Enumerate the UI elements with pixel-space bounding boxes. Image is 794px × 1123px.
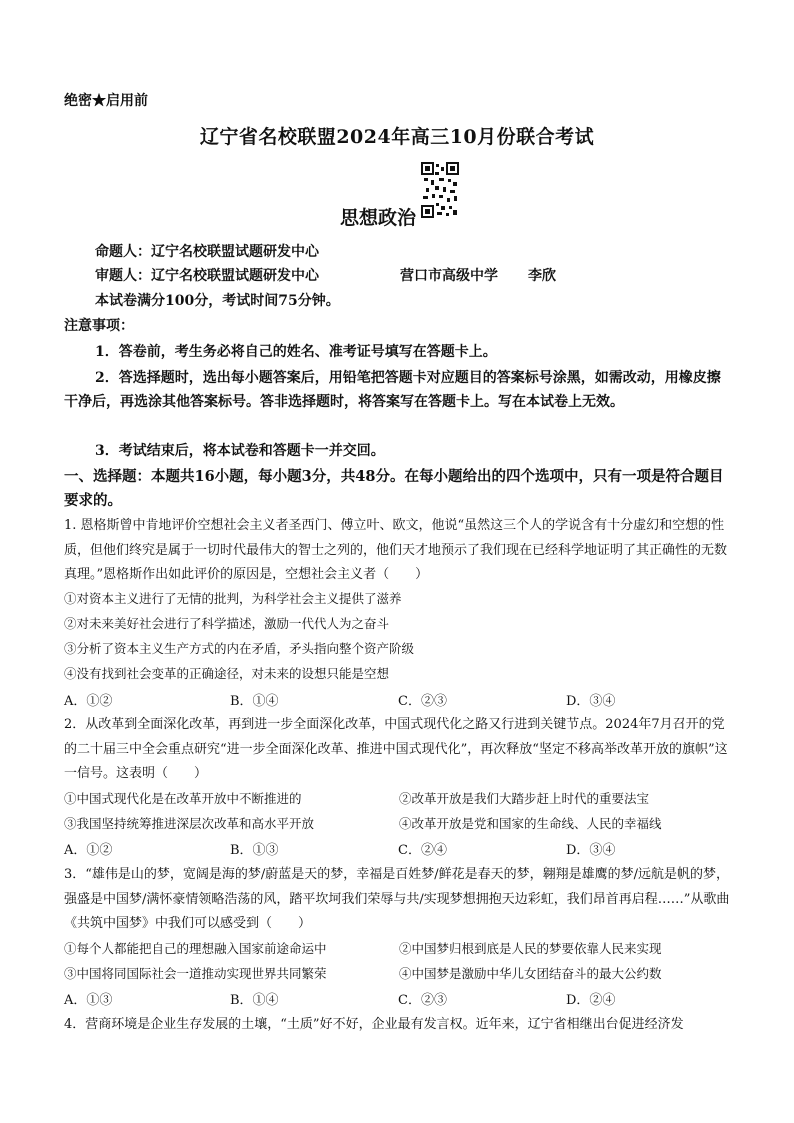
- choice-b: B．①④: [230, 993, 279, 1008]
- question-3-option-3: ③中国将同国际社会一道推动实现世界共同繁荣: [64, 966, 327, 981]
- question-2-option-4: ④改革开放是党和国家的生命线、人民的幸福线: [399, 816, 662, 831]
- question-1-option-1: ①对资本主义进行了无情的批判，为科学社会主义提供了滋养: [64, 591, 402, 606]
- question-3-stem: 3．“雄伟是山的梦，宽阔是海的梦/蔚蓝是天的梦，幸福是百姓梦/鲜花是春天的梦，翱翔是雄鹰的梦/远航是帆的梦，强盛是中国梦/满怀豪情领略浩荡的风，踏平坎坷我们荣辱与共/实现梦想拥抱天边彩虹，我们昂首再启程……”从歌曲《共筑中国梦》中我们可以感受到（ ）: [64, 867, 730, 931]
- notice-item-3: 3．考试结束后，将本试卷和答题卡一并交回。: [95, 443, 385, 459]
- choice-c: C．②③: [398, 993, 447, 1008]
- notice-item-2: 2．答选择题时，选出每小题答案后，用铅笔把答题卡对应题目的答案标号涂黑，如需改动，用橡皮擦干净后，再选涂其他答案标号。答非选择题时，将答案写在答题卡上。写在本试卷上无效。: [64, 370, 721, 410]
- choice-a: A．①②: [64, 694, 113, 709]
- exam-info: 本试卷满分100分，考试时间75分钟。: [95, 293, 340, 309]
- question-2-options-row-2: [64, 814, 662, 832]
- exam-title: 辽宁省名校联盟2024年高三10月份联合考试: [199, 126, 595, 148]
- qr-code-icon: [421, 162, 459, 218]
- question-2-option-2: ②改革开放是我们大踏步赶上时代的重要法宝: [399, 791, 650, 806]
- question-2-options-row-1: [64, 789, 650, 807]
- question-3-option-2: ②中国梦归根到底是人民的梦要依靠人民来实现: [399, 941, 662, 956]
- secret-mark: 绝密★启用前: [64, 93, 148, 109]
- notice-item-1: 1．答卷前，考生务必将自己的姓名、准考证号填写在答题卡上。: [95, 344, 497, 360]
- question-3-options-row-1: [64, 939, 662, 957]
- reviewer-line: [95, 265, 556, 285]
- reviewer-name: 李欣: [528, 268, 556, 284]
- question-1-option-4: ④没有找到社会变革的正确途径，对未来的设想只能是空想: [64, 666, 390, 681]
- question-4-stem: 4．营商环境是企业生存发展的土壤，“土质”好不好，企业最有发言权。近年来，辽宁省相继出台促进经济发: [64, 1017, 684, 1032]
- question-1-option-3: ③分析了资本主义生产方式的内在矛盾，矛头指向整个资产阶级: [64, 641, 415, 656]
- question-3-option-1: ①每个人都能把自己的理想融入国家前途命运中: [64, 941, 327, 956]
- choice-b: B．①④: [230, 694, 279, 709]
- choice-d: D．③④: [566, 843, 616, 858]
- notice-heading: 注意事项：: [64, 318, 134, 334]
- reviewer-school: 营口市高级中学: [400, 268, 498, 284]
- choice-c: C．②③: [398, 694, 447, 709]
- setter-line: 命题人：辽宁名校联盟试题研发中心: [95, 244, 319, 260]
- choice-d: D．③④: [566, 694, 616, 709]
- question-3-option-4: ④中国梦是激励中华儿女团结奋斗的最大公约数: [399, 966, 662, 981]
- question-1-option-2: ②对未来美好社会进行了科学描述，激励一代代人为之奋斗: [64, 616, 390, 631]
- question-2-option-1: ①中国式现代化是在改革开放中不断推进的: [64, 791, 302, 806]
- choice-d: D．②④: [566, 993, 616, 1008]
- question-2-option-3: ③我国坚持统筹推进深层次改革和高水平开放: [64, 816, 315, 831]
- question-1-stem: 1. 恩格斯曾中肯地评价空想社会主义者圣西门、傅立叶、欧文，他说“虽然这三个人的学说含有十分虚幻和空想的性质，但他们终究是属于一切时代最伟大的智士之列的，他们天才地预示了我们现在已经科学地证明了其正确性的无数真理。”恩格斯作出如此评价的原因是，空想社会主义者（ ）: [64, 518, 728, 582]
- choice-c: C．②④: [398, 843, 447, 858]
- question-2-stem: 2．从改革到全面深化改革，再到进一步全面深化改革，中国式现代化之路又行进到关键节点。2024年7月召开的党的二十届三中全会重点研究“进一步全面深化改革、推进中国式现代化”，再次释放“坚定不移高举改革开放的旗帜”这一信号。这表明（ ）: [64, 717, 728, 781]
- question-3-options-row-2: [64, 964, 662, 982]
- choice-b: B．①③: [230, 843, 279, 858]
- subject-title: 思想政治: [340, 207, 417, 229]
- section-heading: 一、选择题：本题共16小题，每小题3分，共48分。在每小题给出的四个选项中，只有一项是符合题目要求的。: [64, 468, 724, 509]
- reviewer-label: 审题人：辽宁名校联盟试题研发中心: [95, 268, 319, 284]
- choice-a: A．①②: [64, 843, 113, 858]
- choice-a: A．①③: [64, 993, 113, 1008]
